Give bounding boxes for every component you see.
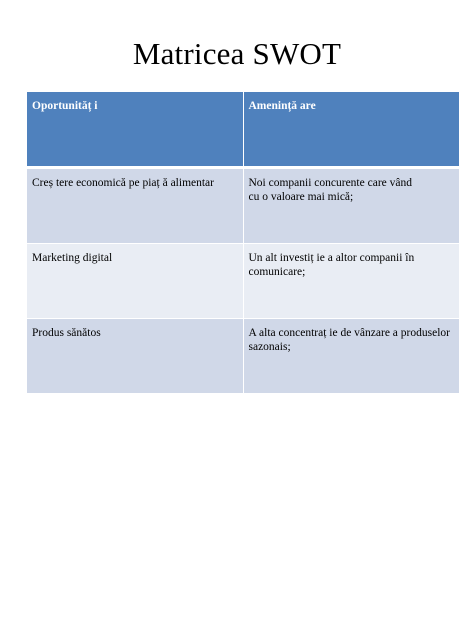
table-row bbox=[27, 244, 459, 319]
table-header-row bbox=[27, 92, 459, 168]
opportunity-cell: Creș tere economică pe piaț ă alimentar bbox=[27, 168, 243, 244]
opportunity-cell: Marketing digital bbox=[27, 244, 243, 319]
header-threats: Amenință are bbox=[243, 92, 459, 168]
threat-cell: A alta concentraț ie de vânzare a produselor sazonais; bbox=[243, 319, 459, 394]
header-opportunities: Oportunităț i bbox=[27, 92, 243, 168]
table-row bbox=[27, 168, 459, 244]
opportunity-cell: Produs sănătos bbox=[27, 319, 243, 394]
threat-cell: Noi companii concurente care vând cu o valoare mai mică; bbox=[243, 168, 459, 244]
threat-cell: Un alt investiț ie a altor companii în comunicare; bbox=[243, 244, 459, 319]
slide-title: Matricea SWOT bbox=[132, 36, 342, 71]
swot-table bbox=[27, 92, 459, 394]
table-row bbox=[27, 319, 459, 394]
